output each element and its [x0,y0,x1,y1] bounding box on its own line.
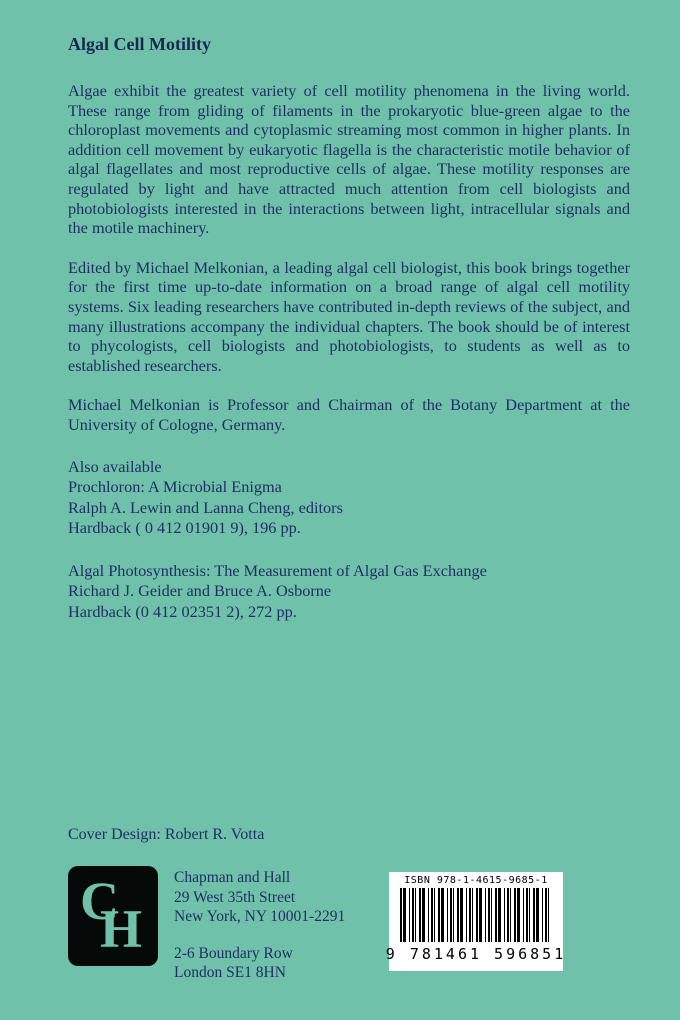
also-available-heading: Also available [68,456,162,476]
publisher-us-street: 29 West 35th Street [174,888,296,906]
spacer [174,927,345,944]
book-2-title: Algal Photosynthesis: The Measurement of Algal Gas Exchange [68,560,487,580]
back-cover-text [68,34,630,622]
publisher-block [68,866,345,983]
barcode-number-text: 9 781461 596851 [385,945,567,963]
book-1-format: Hardback ( 0 412 01901 9), 196 pp. [68,518,301,537]
logo-letter-h: H [100,899,143,959]
spacer [68,539,630,561]
publisher-us-city: New York, NY 10001-2291 [174,908,346,925]
book-2-format: Hardback (0 412 02351 2), 272 pp. [68,601,297,621]
chapman-hall-logo [68,866,158,966]
book-2-authors: Richard J. Geider and Bruce A. Osborne [68,581,332,600]
publisher-name: Chapman and Hall [174,869,291,886]
author-bio-paragraph: Michael Melkonian is Professor and Chairman of the Botany Department at the University of Cologne, Germany. [68,395,630,434]
logo-letter-c: C [80,871,119,931]
synopsis-paragraph: Algae exhibit the greatest variety of cell motility phenomena in the living world. These range from gliding of filaments in the prokaryotic blue-green algae to the chloroplast movements and cytoplasmic streaming most common in higher plants. In addition cell movement by eukaryotic flagella is the characteristic motile behavior of algal flagellates and most reproductive cells of algae. These motility responses are regulated by light and have attracted much attention from cell biologists and photobiologists interested in the interactions between light, intracellular signals and the motile machinery. [68,81,630,238]
publisher-uk-city: London SE1 8HN [174,964,286,981]
book-1-authors: Ralph A. Lewin and Lanna Cheng, editors [68,497,343,517]
cover-design-credit: Cover Design: Robert R. Votta [68,826,265,843]
book-1-title: Prochloron: A Microbial Enigma [68,477,282,496]
book-title: Algal Cell Motility [68,34,211,54]
barcode-bars [400,888,552,942]
barcode-isbn-text: ISBN 978-1-4615-9685-1 [404,875,548,886]
barcode [385,872,567,971]
also-available-section [68,457,630,623]
editor-paragraph: Edited by Michael Melkonian, a leading algal cell biologist, this book brings together for the first time up-to-date information on a broad range of algal cell motility systems. Six leading researchers have contributed in-depth reviews of the subject, and many illustrations accompany the individual chapters. The book should be of interest to phycologists, cell biologists and photobiologists, to students as well as to established researchers. [68,257,630,375]
publisher-addresses [174,866,345,983]
publisher-uk-street: 2-6 Boundary Row [174,944,293,962]
